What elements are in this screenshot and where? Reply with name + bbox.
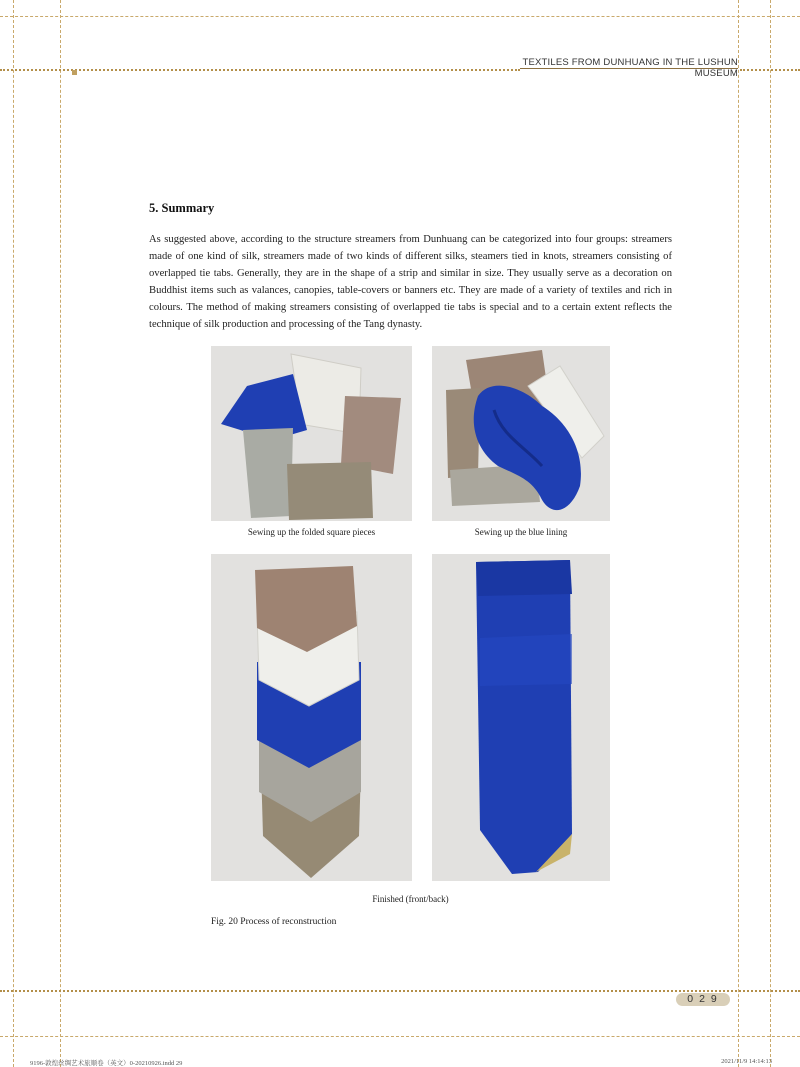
header-dotted-rule-right	[740, 69, 800, 71]
page-number: 029	[676, 993, 730, 1006]
caption-finished: Finished (front/back)	[372, 894, 449, 904]
corner-marker	[72, 70, 77, 75]
crop-guide-left-inner	[60, 0, 61, 1067]
folded-pieces-illustration	[211, 346, 412, 521]
crop-guide-right-inner	[738, 0, 739, 1067]
photo-blue-lining	[432, 346, 610, 521]
finished-front-illustration	[211, 554, 412, 881]
print-timestamp: 2021/11/9 14:14:13	[721, 1058, 772, 1065]
crop-guide-top	[0, 16, 800, 17]
finished-back-illustration	[432, 554, 610, 881]
crop-guide-right	[770, 0, 771, 1067]
caption-lining: Sewing up the blue lining	[474, 527, 568, 537]
blue-lining-illustration	[432, 346, 610, 521]
running-title: TEXTILES FROM DUNHUANG IN THE LUSHUN MUSEUM	[522, 57, 738, 79]
crop-guide-left	[13, 0, 14, 1067]
header-rule	[520, 68, 738, 69]
header-dotted-rule	[0, 69, 520, 71]
photo-finished-back	[432, 554, 610, 881]
file-info: 9196-敦煌丝绸艺术旅顺卷（英文）0-20210926.indd 29	[30, 1060, 183, 1067]
crop-guide-bottom	[0, 1036, 800, 1037]
photo-folded-square-pieces	[211, 346, 412, 521]
footer-dotted-rule	[0, 990, 800, 992]
photo-finished-front	[211, 554, 412, 881]
figure-caption: Fig. 20 Process of reconstruction	[211, 917, 337, 927]
caption-folded: Sewing up the folded square pieces	[247, 527, 376, 537]
section-heading: 5. Summary	[149, 201, 215, 215]
summary-paragraph: As suggested above, according to the structure streamers from Dunhuang can be categorized into four groups: streamers made of one kind of silk, streamers made of two kinds of different silks, steamers tied in knots, streamers consisting of overlapped tie tabs. Generally, they are in the shape of a strip and similar in size. They usually serve as a decoration on Buddhist items such as valances, canopies, table-covers or banners etc. They are made of a variety of textiles and rich in colours. The method of making streamers consisting of overlapped tie tabs is special and to a certain extent reflects the technique of silk production and processing of the Tang dynasty.	[149, 234, 672, 330]
